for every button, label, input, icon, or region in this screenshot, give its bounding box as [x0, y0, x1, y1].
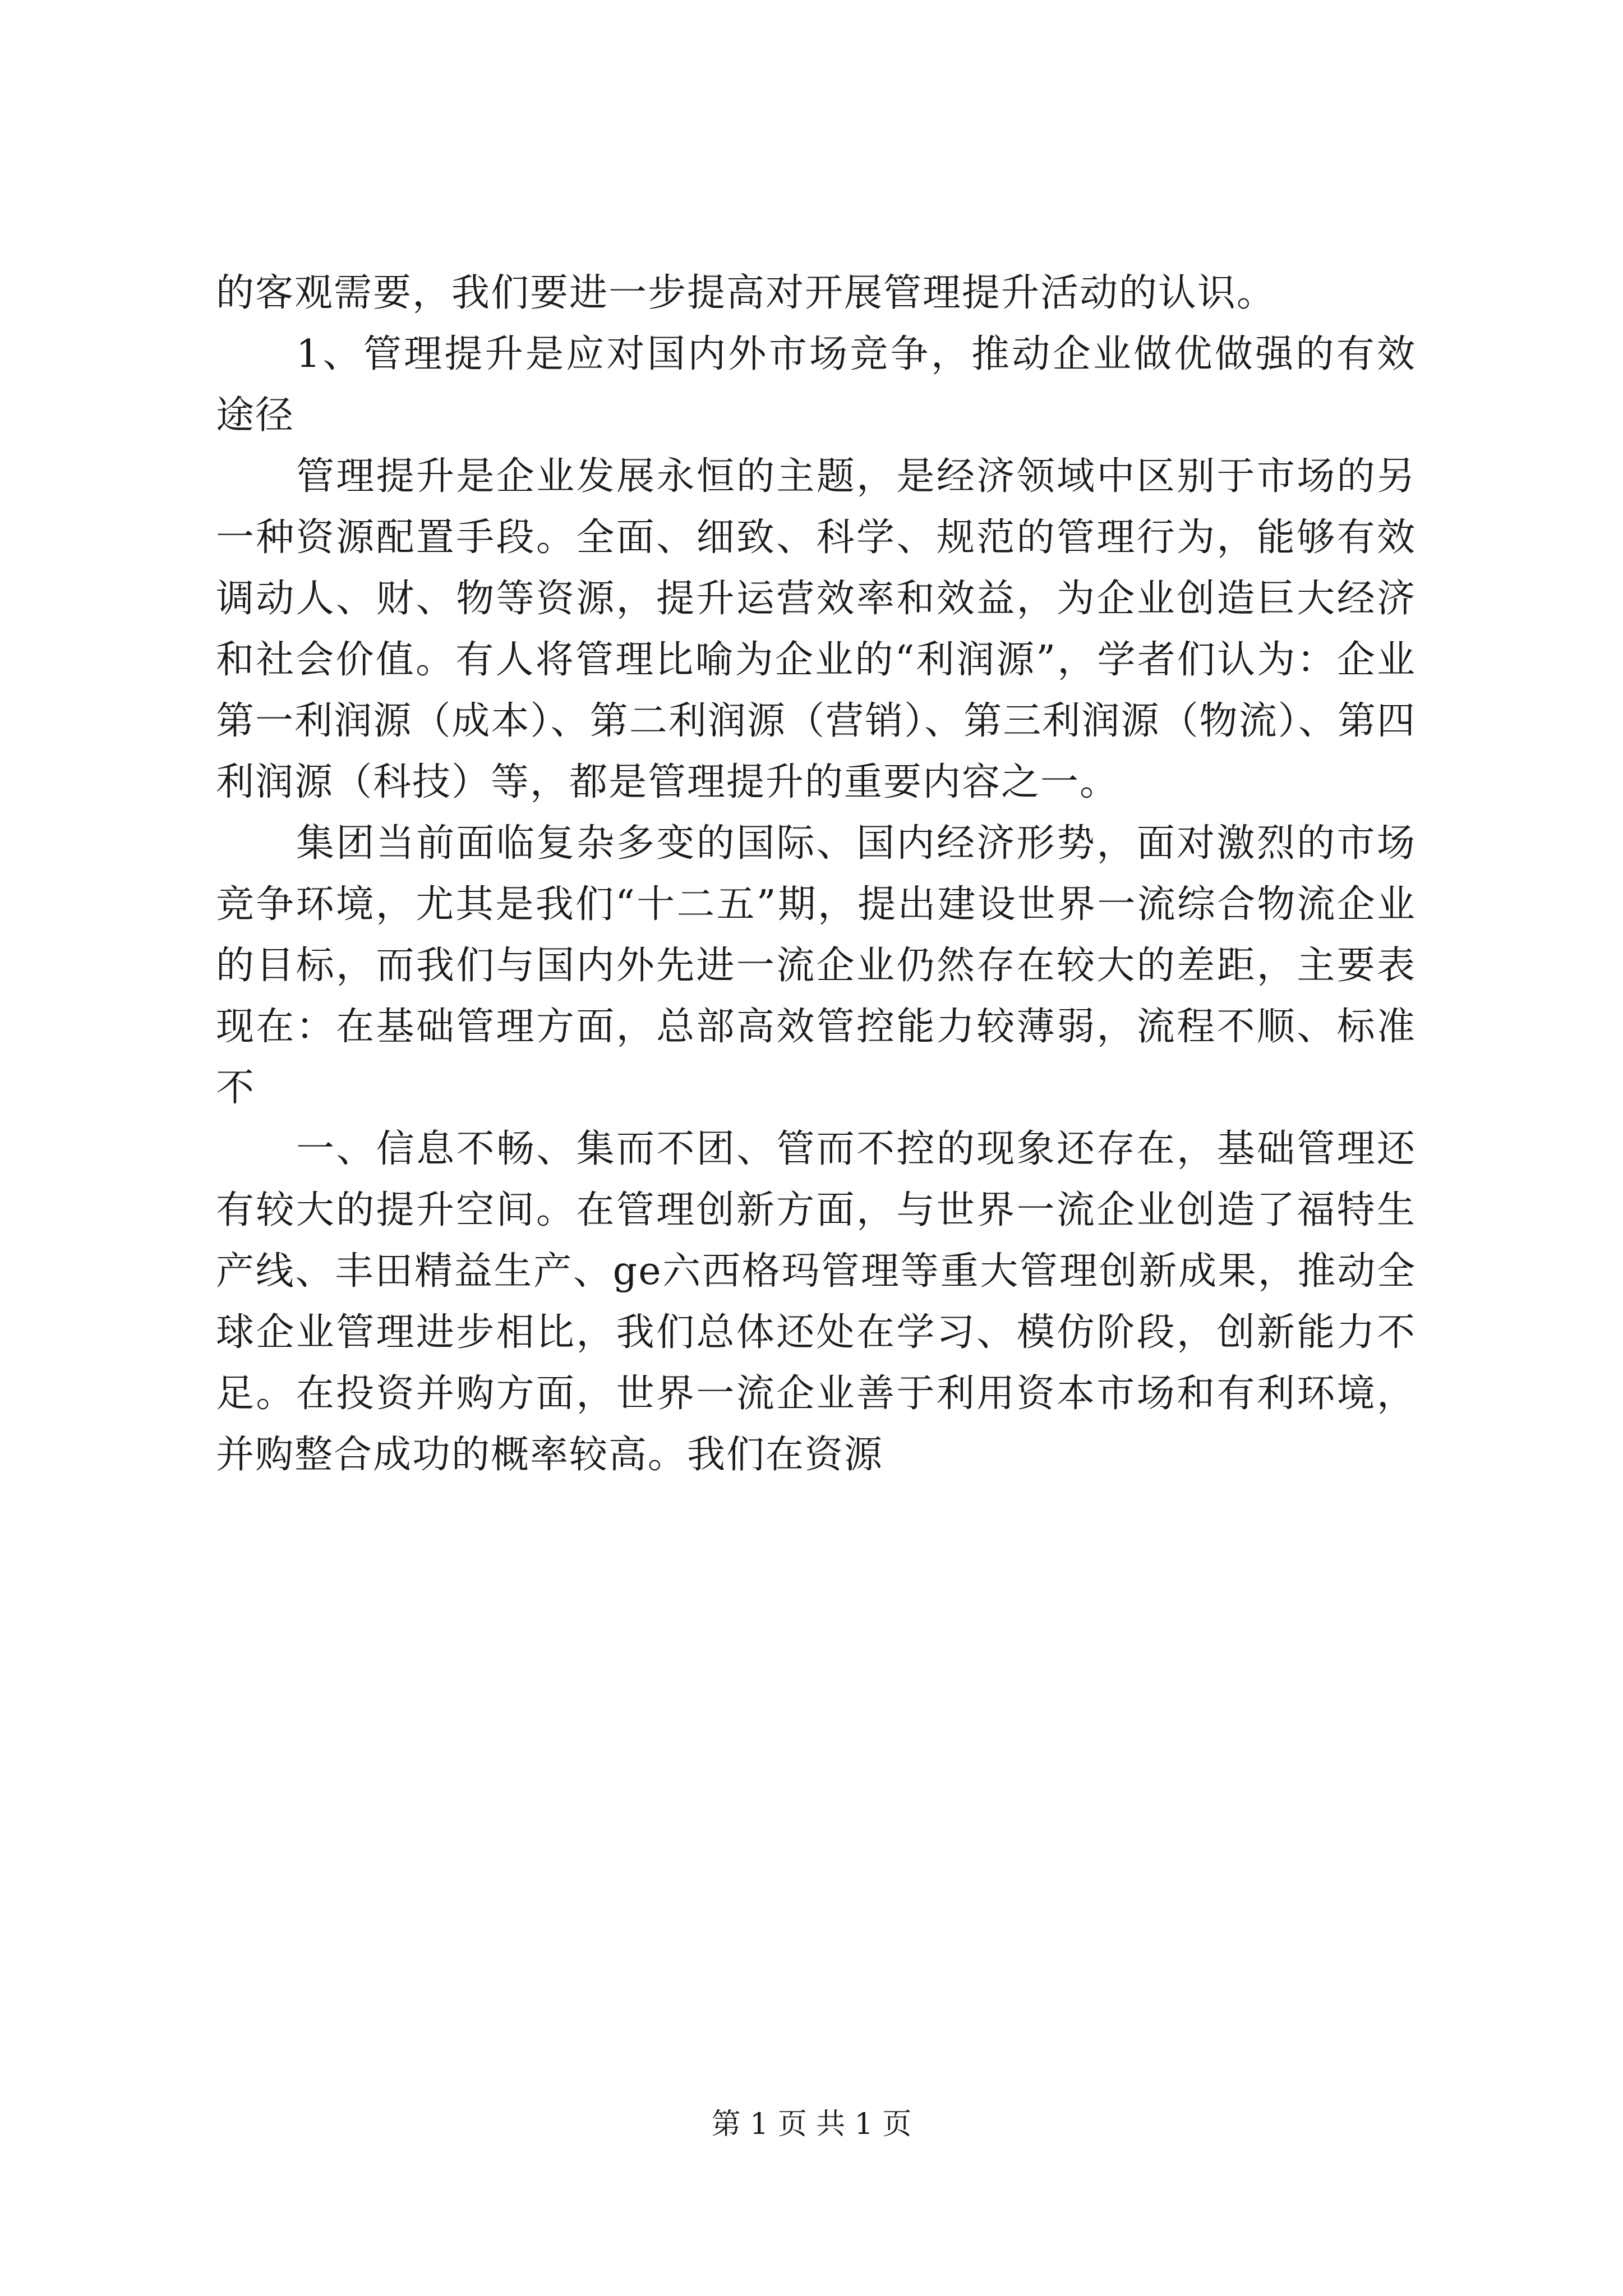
paragraph-3: 管理提升是企业发展永恒的主题，是经济领域中区别于市场的另一种资源配置手段。全面、细致、科学、规范的管理行为，能够有效调动人、财、物等资源，提升运营效率和效益，为企业创造巨大经济和社会价值。有人将管理比喻为企业的“利润源”，学者们认为：企业第一利润源（成本）、第二利润源（营销）、第三利润源（物流）、第四利润源（科技）等，都是管理提升的重要内容之一。 [216, 454, 1416, 804]
paragraph-1: 的客观需要，我们要进一步提高对开展管理提升活动的认识。 [216, 271, 1276, 315]
paragraph-4: 集团当前面临复杂多变的国际、国内经济形势，面对激烈的市场竞争环境，尤其是我们“十二五”期，提出建设世界一流综合物流企业的目标，而我们与国内外先进一流企业仍然存在较大的差距，主要表现在：在基础管理方面，总部高效管控能力较薄弱，流程不顺、标准不 [216, 821, 1416, 1110]
paragraph-2-heading: 1、管理提升是应对国内外市场竞争，推动企业做优做强的有效途径 [216, 332, 1416, 438]
page-footer: 第 1 页 共 1 页 [711, 2108, 912, 2141]
document-body [216, 263, 1416, 1485]
paragraph-5: 一、信息不畅、集而不团、管而不控的现象还存在，基础管理还有较大的提升空间。在管理创新方面，与世界一流企业创造了福特生产线、丰田精益生产、ge六西格玛管理等重大管理创新成果，推动全球企业管理进步相比，我们总体还处在学习、模仿阶段，创新能力不足。在投资并购方面，世界一流企业善于利用资本市场和有利环境，并购整合成功的概率较高。我们在资源 [216, 1127, 1416, 1477]
